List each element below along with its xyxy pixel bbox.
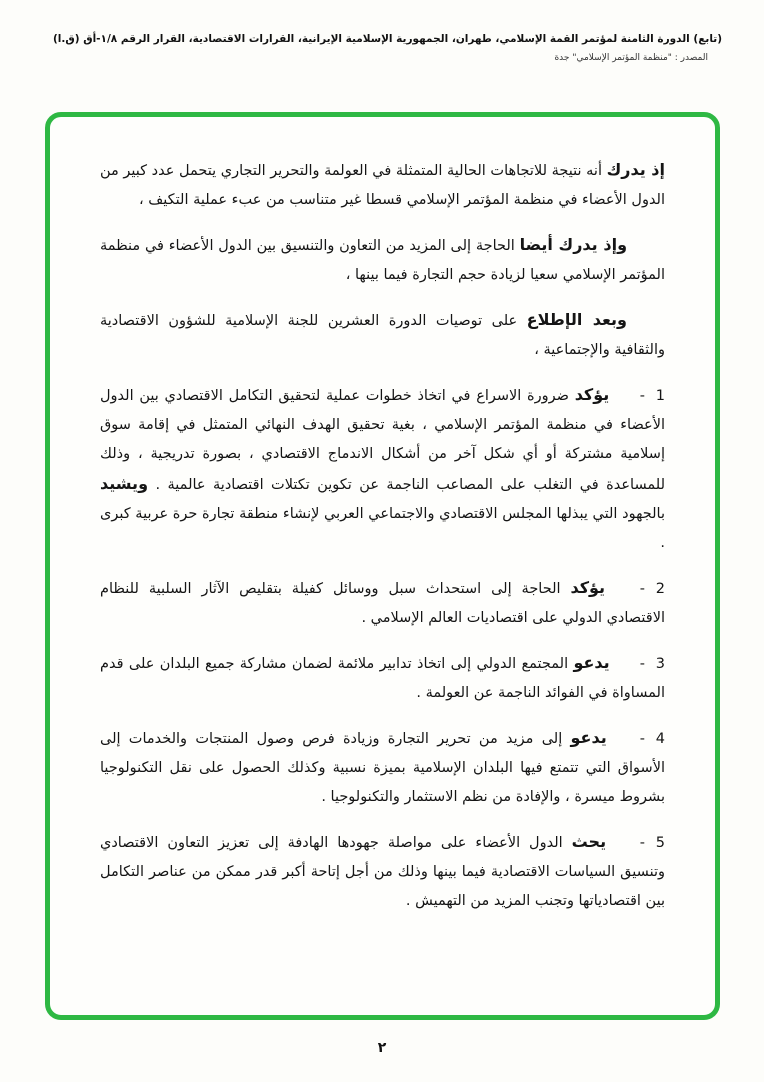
preamble-paragraph <box>100 305 665 365</box>
item-text-2: بالجهود التي يبذلها المجلس الاقتصادي والاجتماعي العربي لإنشاء منطقة تجارة حرة عربية كبرى . <box>100 506 665 551</box>
item-text: الحاجة إلى استحداث سبل ووسائل كفيلة بتقليص الآثار السلبية للنظام الاقتصادي الدولي على اقتصاديات العالم الإسلامي . <box>100 581 665 626</box>
item-marker <box>615 650 665 679</box>
preamble-paragraph <box>100 230 665 290</box>
item-lead: يؤكد <box>574 385 610 404</box>
header-source-line: المصدر : "منظمة المؤتمر الإسلامي" جدة <box>554 52 708 63</box>
item-marker <box>615 575 665 604</box>
item-marker <box>615 725 665 754</box>
item-number: 4 <box>655 731 666 747</box>
item-text: الدول الأعضاء على مواصلة جهودها الهادفة إلى تعزيز التعاون الاقتصادي وتنسيق السياسات الاقتصادية فيما بينها وذلك من أجل إتاحة أكبر قدر ممكن من عناصر التكامل بين اقتصادياتها وتجنب المزيد من التهميش . <box>100 835 665 909</box>
list-item <box>100 648 665 708</box>
list-item <box>100 573 665 633</box>
item-lead: يدعو <box>570 728 607 747</box>
item-marker <box>615 829 665 858</box>
item-number: 2 <box>655 581 666 597</box>
item-dash: - <box>639 581 646 597</box>
item-dash: - <box>639 835 646 851</box>
item-text: إلى مزيد من تحرير التجارة وزيادة فرص وصول المنتجات والخدمات إلى الأسواق التي تتمتع فيها البلدان الإسلامية بميزة نسبية وكذلك الحصول على نقل التكنولوجيا بشروط ميسرة ، والإفادة من نظم الاستثمار والتكنولوجيا . <box>100 731 665 805</box>
preamble-paragraph <box>100 155 665 215</box>
paragraph-text: أنه نتيجة للاتجاهات الحالية المتمثلة في العولمة والتحرير التجاري يتحمل عدد كبير من الدول الأعضاء في منظمة المؤتمر الإسلامي قسطا غير متناسب من عبء عملية التكيف ، <box>99 163 665 208</box>
item-lead: يؤكد <box>570 578 606 597</box>
item-dash: - <box>639 388 645 404</box>
item-lead: يحث <box>571 832 607 851</box>
item-number: 3 <box>655 656 666 672</box>
item-dash: - <box>639 731 646 747</box>
document-header <box>0 0 764 63</box>
list-item <box>100 827 665 916</box>
list-item <box>100 380 665 558</box>
item-dash: - <box>639 656 646 672</box>
page-number: ٢ <box>377 1040 387 1056</box>
item-marker <box>615 382 665 411</box>
item-lead-2: ويشيد <box>100 474 149 493</box>
paragraph-text: الحاجة إلى المزيد من التعاون والتنسيق بين الدول الأعضاء في منظمة المؤتمر الإسلامي سعيا لزيادة حجم التجارة فيما بينها ، <box>100 238 665 283</box>
item-text: المجتمع الدولي إلى اتخاذ تدابير ملائمة لضمان مشاركة جميع البلدان على قدم المساواة في الفوائد الناجمة عن العولمة . <box>100 656 665 701</box>
paragraph-lead: وإذ يدرك أيضا <box>519 235 628 254</box>
header-title-line: (تابع) الدورة الثامنة لمؤتمر القمة الإسلامي، طهران، الجمهورية الإسلامية الإيرانية، القرارات الاقتصادية، القرار الرقم ١/٨-أق (ق.ا) <box>52 33 722 45</box>
paragraph-text: على توصيات الدورة العشرين للجنة الإسلامية للشؤون الاقتصادية والثقافية والإجتماعية ، <box>100 313 665 358</box>
paragraph-lead: إذ يدرك <box>606 160 665 179</box>
item-text: ضرورة الاسراع في اتخاذ خطوات عملية لتحقيق التكامل الاقتصادي بين الدول الأعضاء في منظمة المؤتمر الإسلامي ، بغية تحقيق الهدف النهائي المتمثل في إقامة سوق إسلامية مشتركة أو أي شكل آخر من أشكال الاندماج الاقتصادي ، بصورة تدريجية ، وذلك للمساعدة في التغلب على المصاعب الناجمة عن تكوين تكتلات اقتصادية عالمية . <box>100 388 665 493</box>
item-number: 5 <box>655 835 666 851</box>
item-lead: يدعو <box>573 653 610 672</box>
item-number: 1 <box>655 388 665 404</box>
content-frame <box>45 112 720 1020</box>
paragraph-lead: وبعد الإطلاع <box>526 310 627 329</box>
list-item <box>100 723 665 812</box>
